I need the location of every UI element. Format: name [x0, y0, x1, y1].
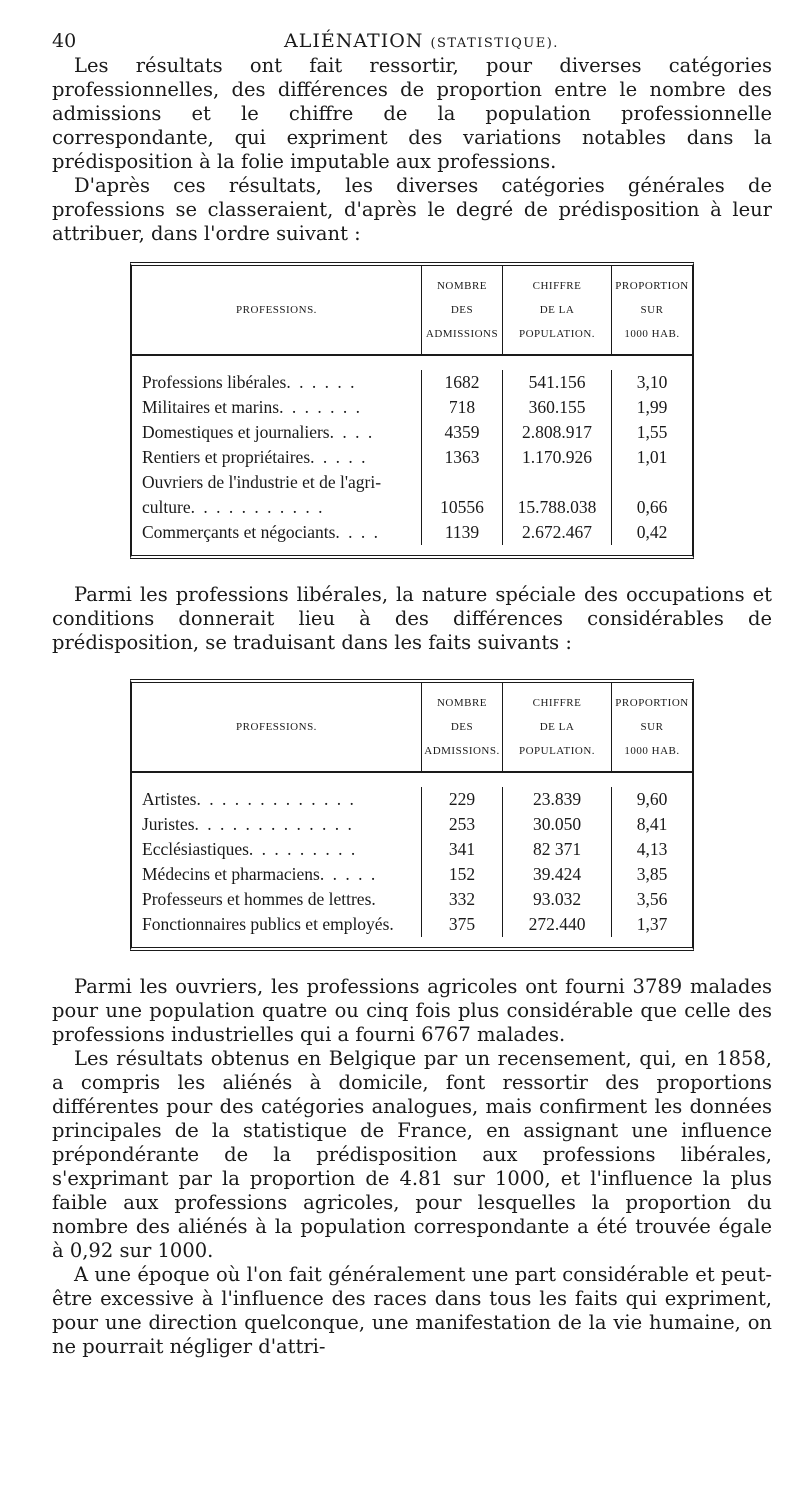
page-number: 40 — [52, 30, 77, 52]
table-row-label: Juristes. . . . . . . . . . . . . — [142, 814, 354, 834]
table-row-label: Professions libérales. . . . . . — [142, 372, 357, 392]
table-row-label: Médecins et pharmaciens. . . . . — [142, 864, 378, 884]
header-population: CHIFFRE DE LA POPULATION. — [502, 266, 611, 354]
table-cell-admissions: 229 — [448, 789, 476, 809]
table-cell-proportion: 8,41 — [636, 814, 668, 834]
paragraph: D'après ces résultats, les diverses catégories générales de professions se classeraient, d'après le degré de prédisposition à leur attribuer, dans l'ordre suivant : — [52, 174, 772, 245]
table-cell-population: 360.155 — [528, 397, 586, 417]
table-cell-proportion: 3,10 — [636, 372, 668, 392]
paragraph: Parmi les professions libérales, la nature spéciale des occupations et conditions donnerait lieu à des différences considérables de prédisposition, se traduisant dans les faits suivants : — [52, 583, 772, 654]
running-title: ALIÉNATION (STATISTIQUE). — [284, 30, 559, 52]
table-cell-admissions: 1682 — [444, 372, 480, 392]
table-cell-admissions: 375 — [448, 914, 476, 934]
table-cell-admissions: 341 — [448, 839, 476, 859]
table-body — [132, 356, 692, 555]
table-row-label: Professeurs et hommes de lettres. — [142, 889, 376, 909]
table-professions-liberales — [130, 679, 694, 951]
table-row-label: Ecclésiastiques. . . . . . . . . — [142, 839, 358, 859]
paragraph: A une époque où l'on fait généralement une part considérable et peut-être excessive à l'influence des races dans tous les faits qui expriment, pour une direction quelconque, une manifestation de la vie humaine, on ne pourrait négliger d'attri- — [52, 1263, 772, 1358]
table-cell-proportion: 1,99 — [636, 397, 668, 417]
table-cell-population: 2.808.917 — [522, 422, 592, 442]
header-professions: PROFESSIONS. — [236, 721, 317, 733]
header-admissions: NOMBRE DES ADMISSIONS. — [421, 683, 502, 771]
table-cell-population: 23.839 — [532, 789, 582, 809]
table-cell-admissions: 152 — [448, 864, 476, 884]
table-row-label: Domestiques et journaliers. . . . — [142, 422, 375, 442]
table-cell-proportion: 1,01 — [636, 447, 668, 467]
table-cell-proportion: 9,60 — [636, 789, 668, 809]
table-cell-admissions: 253 — [448, 814, 476, 834]
paragraph: Parmi les ouvriers, les professions agricoles ont fourni 3789 malades pour une population quatre ou cinq fois plus considérable que celle des professions industrielles qui a fourni 6767 malades. — [52, 975, 772, 1046]
table-cell-proportion: 1,55 — [636, 422, 668, 442]
table-cell-population: 1.170.926 — [522, 447, 592, 467]
table-cell-population: 272.440 — [528, 914, 586, 934]
table-cell-admissions: 332 — [448, 889, 476, 909]
paragraph: Les résultats obtenus en Belgique par un recensement, qui, en 1858, a compris les aliénés à domicile, font ressortir des proportions différentes pour des catégories analogues, mais confirment les données principales de la statistique de France, en assignant une influence prépondérante de la prédisposition aux professions libérales, s'exprimant par la proportion de 4.81 sur 1000, et l'influence la plus faible aux professions agricoles, pour lesquelles la proportion du nombre des aliénés à la population correspondante a été trouvée égale à 0,92 sur 1000. — [52, 1047, 772, 1262]
table-row-label: Commerçants et négociants. . . . — [142, 522, 381, 542]
header-professions: PROFESSIONS. — [236, 304, 317, 316]
table-cell-proportion: 0,66 — [636, 497, 668, 517]
table-cell-population: 15.788.038 — [517, 497, 597, 517]
table-cell-admissions: 10556 — [440, 497, 484, 517]
table-cell-admissions: 718 — [448, 397, 476, 417]
table-cell-admissions: 1363 — [444, 447, 480, 467]
table-row-label: Artistes. . . . . . . . . . . . . — [142, 789, 356, 809]
table-cell-admissions: 1139 — [444, 522, 480, 542]
table-header — [132, 266, 692, 356]
table-cell-proportion: 3,85 — [636, 864, 668, 884]
table-row-label: Fonctionnaires publics et employés. — [142, 914, 394, 934]
table-cell-population: 93.032 — [532, 889, 582, 909]
header-proportion: PROPORTION SUR 1000 HAB. — [611, 266, 692, 354]
table-row-label: Militaires et marins. . . . . . . — [142, 397, 362, 417]
running-header — [52, 24, 772, 54]
table-cell-population: 2.672.467 — [522, 522, 592, 542]
table-row-label: culture. . . . . . . . . . . — [142, 497, 325, 517]
table-cell-proportion: 1,37 — [636, 914, 668, 934]
header-proportion: PROPORTION SUR 1000 HAB. — [611, 683, 692, 771]
table-row-label: Ouvriers de l'industrie et de l'agri- — [142, 472, 382, 492]
header-population: CHIFFRE DE LA POPULATION. — [502, 683, 611, 771]
table-cell-admissions: 4359 — [444, 422, 480, 442]
paragraph: Les résultats ont fait ressortir, pour diverses catégories professionnelles, des différences de proportion entre le nombre des admissions et le chiffre de la population professionnelle correspondante, qui expriment des variations notables dans la prédisposition à la folie imputable aux professions. — [52, 54, 772, 173]
table-cell-proportion: 0,42 — [636, 522, 668, 542]
table-cell-population: 30.050 — [532, 814, 582, 834]
table-cell-proportion: 3,56 — [636, 889, 668, 909]
header-admissions: NOMBRE DES ADMISSIONS — [421, 266, 502, 354]
table-header — [132, 683, 692, 773]
table-body — [132, 773, 692, 947]
table-cell-population: 82 371 — [532, 839, 582, 859]
running-title-subtitle: (STATISTIQUE). — [430, 36, 559, 51]
table-cell-proportion: 4,13 — [636, 839, 668, 859]
table-cell-population: 541.156 — [528, 372, 586, 392]
table-row-label: Rentiers et propriétaires. . . . . — [142, 447, 368, 467]
table-professions-generales — [130, 262, 694, 559]
table-cell-population: 39.424 — [532, 864, 582, 884]
page — [52, 24, 772, 1359]
